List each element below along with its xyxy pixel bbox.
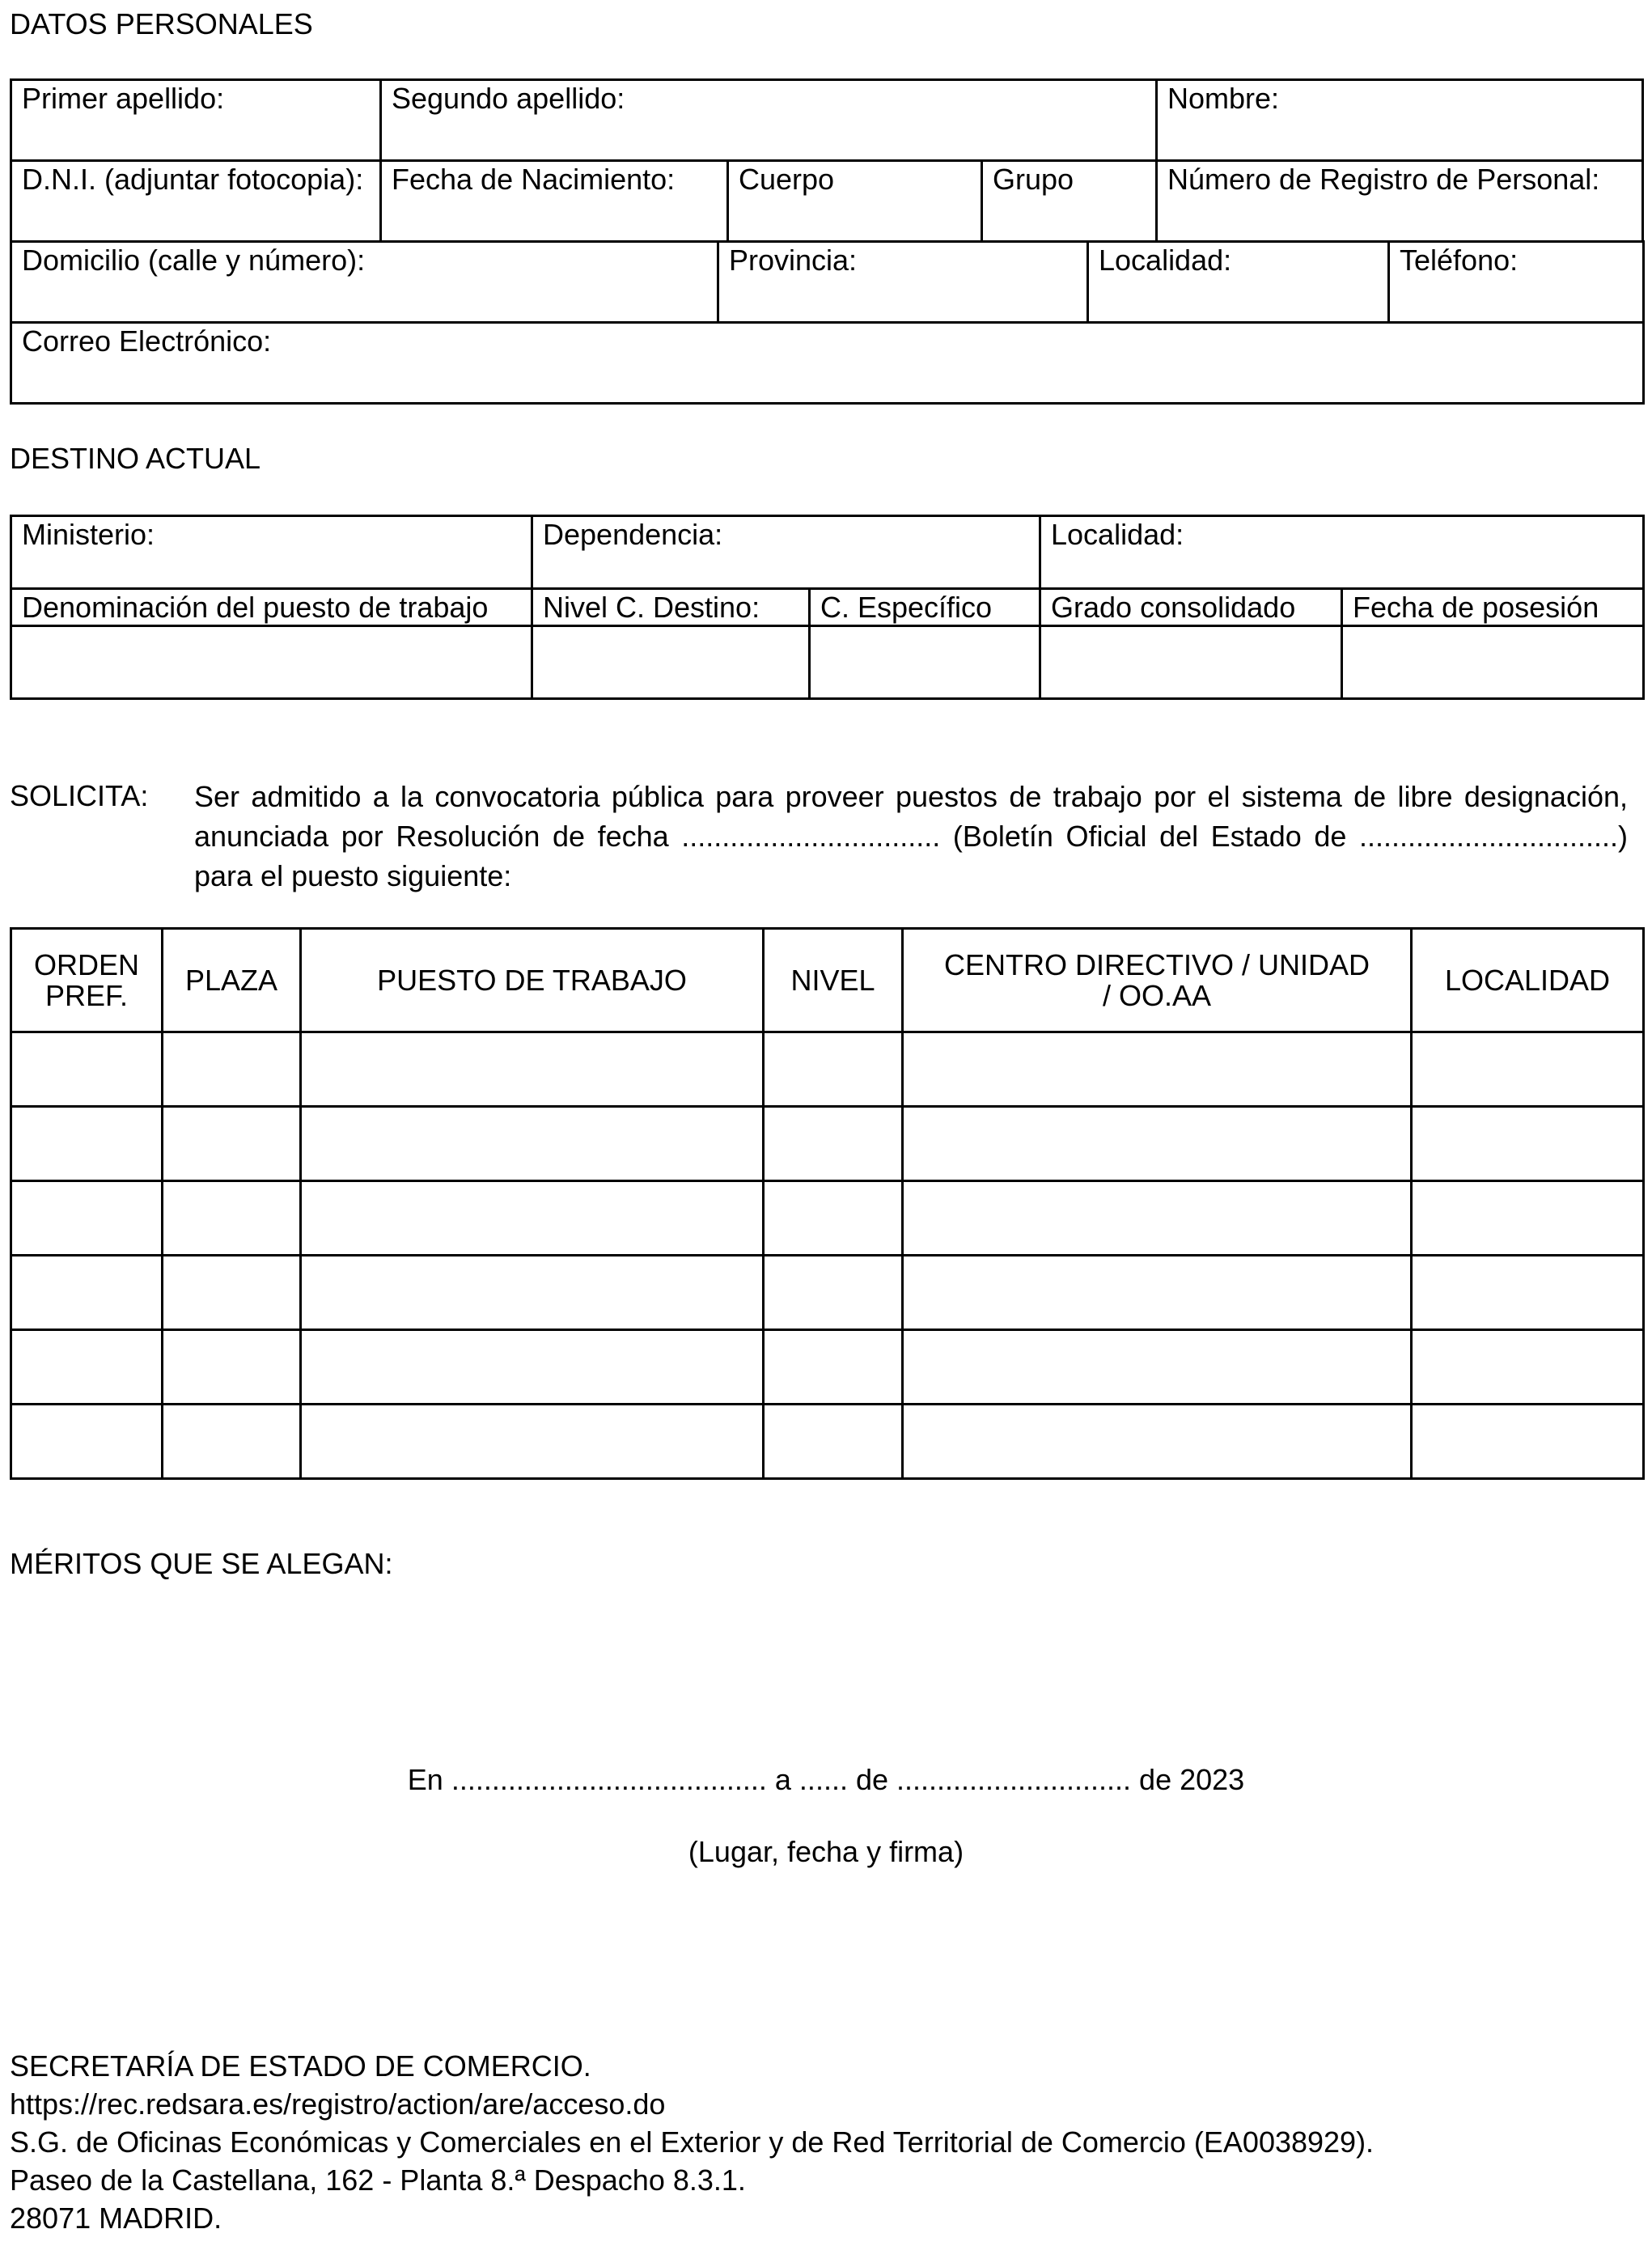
grupo-field[interactable] bbox=[982, 161, 1157, 242]
solicita-label: SOLICITA: bbox=[10, 779, 149, 812]
orden-cell[interactable] bbox=[11, 1330, 163, 1405]
puesto-cell[interactable] bbox=[301, 1330, 764, 1405]
puesto-cell[interactable] bbox=[301, 1181, 764, 1256]
nivel-cell[interactable] bbox=[764, 1032, 903, 1107]
nivel-destino-input[interactable] bbox=[532, 626, 810, 699]
centro-cell[interactable] bbox=[903, 1330, 1412, 1405]
puesto-header-label: PUESTO DE TRABAJO bbox=[377, 963, 687, 997]
centro-cell[interactable] bbox=[903, 1405, 1412, 1479]
nivel-cell[interactable] bbox=[764, 1107, 903, 1181]
centro-cell[interactable] bbox=[903, 1107, 1412, 1181]
plaza-cell[interactable] bbox=[163, 1107, 301, 1181]
segundo-apellido-field[interactable] bbox=[381, 80, 1157, 161]
grado-input[interactable] bbox=[1040, 626, 1342, 699]
fecha-posesion-label: Fecha de posesión bbox=[1353, 591, 1599, 624]
destinatario-line-3: S.G. de Oficinas Económicas y Comerciales en el Exterior y de Red Territorial de Comercio (EA0038929). bbox=[10, 2125, 1375, 2159]
fecha-posesion-input[interactable] bbox=[1342, 626, 1644, 699]
especifico-label: C. Específico bbox=[820, 591, 993, 624]
solicita-text: Ser admitido a la convocatoria pública para proveer puestos de trabajo por el sistema de libre designación, anunciada por Resolución de fecha ................................ (Boletín Oficial del Estado de ................................) para el puesto siguiente: bbox=[194, 780, 1628, 892]
fecha-nacimiento-label: Fecha de Nacimiento: bbox=[392, 163, 676, 196]
cuerpo-label: Cuerpo bbox=[739, 163, 835, 196]
table-row bbox=[11, 1032, 1644, 1107]
table-row bbox=[11, 1405, 1644, 1479]
nivel-destino-header bbox=[532, 589, 810, 626]
denominacion-input[interactable] bbox=[11, 626, 532, 699]
nivel-cell[interactable] bbox=[764, 1405, 903, 1479]
orden-cell[interactable] bbox=[11, 1107, 163, 1181]
centro-header-label: CENTRO DIRECTIVO / UNIDAD / OO.AA bbox=[943, 947, 1370, 1012]
provincia-label: Provincia: bbox=[729, 244, 858, 277]
grupo-label: Grupo bbox=[993, 163, 1074, 196]
localidad-header bbox=[1412, 929, 1644, 1032]
destinatario-line-4: Paseo de la Castellana, 162 - Planta 8.ª Despacho 8.3.1. bbox=[10, 2163, 746, 2197]
plaza-header bbox=[163, 929, 301, 1032]
dni-field[interactable] bbox=[11, 161, 381, 242]
nrp-field[interactable] bbox=[1157, 161, 1643, 242]
plazas-body bbox=[11, 1032, 1644, 1479]
localidad-cell[interactable] bbox=[1412, 1107, 1644, 1181]
nivel-cell[interactable] bbox=[764, 1330, 903, 1405]
correo-field[interactable] bbox=[11, 323, 1644, 404]
grado-header bbox=[1040, 589, 1342, 626]
firma-line: En ....................................... a ...... de ............................. de 2023 bbox=[407, 1763, 1245, 1796]
table-row bbox=[11, 1107, 1644, 1181]
plaza-cell[interactable] bbox=[163, 1181, 301, 1256]
grado-label: Grado consolidado bbox=[1051, 591, 1296, 624]
localidad-header-label: LOCALIDAD bbox=[1444, 963, 1611, 997]
centro-cell[interactable] bbox=[903, 1181, 1412, 1256]
destinatario-line-1: SECRETARÍA DE ESTADO DE COMERCIO. bbox=[10, 2049, 591, 2083]
fecha-nacimiento-field[interactable] bbox=[381, 161, 728, 242]
nrp-label: Número de Registro de Personal: bbox=[1167, 163, 1600, 196]
dependencia-label: Dependencia: bbox=[543, 518, 723, 551]
nivel-header bbox=[764, 929, 903, 1032]
fecha-posesion-header bbox=[1342, 589, 1644, 626]
orden-cell[interactable] bbox=[11, 1032, 163, 1107]
orden-header-label: ORDEN PREF. bbox=[33, 947, 139, 1012]
destino-actual-heading: DESTINO ACTUAL bbox=[10, 442, 261, 475]
plaza-cell[interactable] bbox=[163, 1032, 301, 1107]
localidad-cell[interactable] bbox=[1412, 1032, 1644, 1107]
domicilio-table bbox=[10, 240, 1645, 405]
telefono-field[interactable] bbox=[1389, 242, 1644, 323]
denominacion-label: Denominación del puesto de trabajo bbox=[22, 591, 489, 624]
dni-label: D.N.I. (adjuntar fotocopia): bbox=[22, 163, 364, 196]
especifico-input[interactable] bbox=[810, 626, 1040, 699]
destino-localidad-label: Localidad: bbox=[1051, 518, 1184, 551]
orden-cell[interactable] bbox=[11, 1181, 163, 1256]
table-row bbox=[11, 1330, 1644, 1405]
domicilio-label: Domicilio (calle y número): bbox=[22, 244, 366, 277]
nombre-field[interactable] bbox=[1157, 80, 1643, 161]
datos-personales-heading: DATOS PERSONALES bbox=[10, 7, 313, 40]
orden-cell[interactable] bbox=[11, 1256, 163, 1330]
table-row bbox=[11, 1256, 1644, 1330]
nivel-cell[interactable] bbox=[764, 1181, 903, 1256]
plazas-table bbox=[10, 927, 1645, 1480]
centro-cell[interactable] bbox=[903, 1256, 1412, 1330]
centro-header bbox=[903, 929, 1412, 1032]
plaza-cell[interactable] bbox=[163, 1405, 301, 1479]
nivel-cell[interactable] bbox=[764, 1256, 903, 1330]
denominacion-header bbox=[11, 589, 532, 626]
telefono-label: Teléfono: bbox=[1400, 244, 1519, 277]
ministerio-field[interactable] bbox=[11, 516, 532, 589]
nivel-header-label: NIVEL bbox=[790, 963, 875, 997]
ministerio-label: Ministerio: bbox=[22, 518, 155, 551]
orden-cell[interactable] bbox=[11, 1405, 163, 1479]
localidad-cell[interactable] bbox=[1412, 1405, 1644, 1479]
plaza-header-label: PLAZA bbox=[184, 963, 278, 997]
destinatario-line-5: 28071 MADRID. bbox=[10, 2202, 222, 2235]
puesto-cell[interactable] bbox=[301, 1256, 764, 1330]
localidad-field[interactable] bbox=[1088, 242, 1389, 323]
destino-localidad-field[interactable] bbox=[1040, 516, 1644, 589]
localidad-cell[interactable] bbox=[1412, 1330, 1644, 1405]
cuerpo-field[interactable] bbox=[728, 161, 982, 242]
localidad-cell[interactable] bbox=[1412, 1181, 1644, 1256]
table-row bbox=[11, 1181, 1644, 1256]
firma-caption: (Lugar, fecha y firma) bbox=[688, 1835, 964, 1868]
domicilio-field[interactable] bbox=[11, 242, 718, 323]
nivel-destino-label: Nivel C. Destino: bbox=[543, 591, 760, 624]
localidad-cell[interactable] bbox=[1412, 1256, 1644, 1330]
centro-cell[interactable] bbox=[903, 1032, 1412, 1107]
dependencia-field[interactable] bbox=[532, 516, 1040, 589]
puesto-header bbox=[301, 929, 764, 1032]
correo-label: Correo Electrónico: bbox=[22, 324, 272, 358]
nombre-label: Nombre: bbox=[1167, 82, 1280, 115]
destino-actual-table bbox=[10, 515, 1645, 700]
primer-apellido-label: Primer apellido: bbox=[22, 82, 225, 115]
localidad-label: Localidad: bbox=[1099, 244, 1232, 277]
puesto-cell[interactable] bbox=[301, 1405, 764, 1479]
orden-header bbox=[11, 929, 163, 1032]
especifico-header bbox=[810, 589, 1040, 626]
puesto-cell[interactable] bbox=[301, 1107, 764, 1181]
segundo-apellido-label: Segundo apellido: bbox=[392, 82, 625, 115]
provincia-field[interactable] bbox=[718, 242, 1088, 323]
primer-apellido-field[interactable] bbox=[11, 80, 381, 161]
destinatario-url[interactable]: https://rec.redsara.es/registro/action/are/acceso.do bbox=[10, 2087, 666, 2121]
datos-personales-table bbox=[10, 78, 1644, 243]
plaza-cell[interactable] bbox=[163, 1330, 301, 1405]
plaza-cell[interactable] bbox=[163, 1256, 301, 1330]
puesto-cell[interactable] bbox=[301, 1032, 764, 1107]
meritos-heading: MÉRITOS QUE SE ALEGAN: bbox=[10, 1547, 393, 1580]
